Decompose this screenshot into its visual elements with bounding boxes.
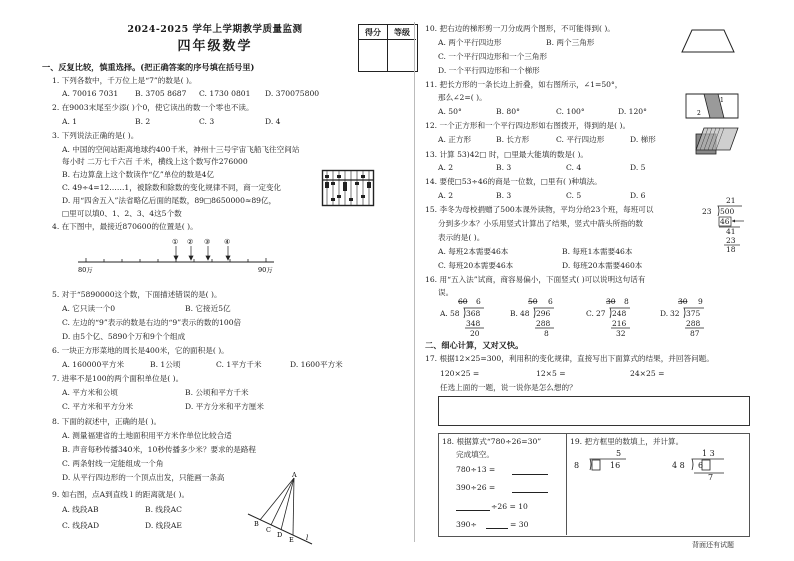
q16-b-label: B. (510, 309, 518, 318)
q16-a-divisor: 58 (450, 309, 460, 318)
q19b-dividend: 6 (698, 461, 704, 470)
q3-line: 每小时 二万七千六百 千米，横线上这个数写作276000 (62, 157, 248, 166)
q16-c-quotient: 8 (624, 297, 629, 306)
q16-a-product: 348 (466, 319, 481, 328)
q16-d-trial: 30 (678, 297, 688, 306)
q7-option-b: B. 公顷和平方千米 (185, 388, 249, 397)
q15-product-1: 46 (720, 217, 730, 226)
number-line-start: 80万 (78, 266, 93, 274)
q16-c-divisor: 27 (596, 309, 606, 318)
q19a-divisor: 8 (574, 461, 580, 470)
q17-eq-3: 24×25 = (630, 369, 665, 378)
q11-stem-2: 那么∠2=( )。 (438, 93, 487, 102)
q6-option-b: B. 1公顷 (150, 360, 181, 369)
q1-option-c: C. 1730 0801 (199, 89, 251, 98)
q13-option-d: D. 5 (630, 163, 646, 172)
q14-option-d: D. 6 (630, 191, 646, 200)
q15-option-b: B. 每班1本需要46本 (562, 247, 633, 256)
section-2-heading: 二、细心计算，又对又快。 (425, 340, 524, 350)
perpendicular-lines-figure (246, 471, 316, 546)
q11-option-b: B. 80° (496, 107, 520, 116)
q16-c-label: C. (586, 309, 594, 318)
q15-dividend: 500 (720, 207, 735, 216)
q11-stem: 11. 把长方形的一条长边上折叠，如右图所示，∠1=50°， (425, 80, 623, 89)
q18-eq-3: ÷26 = 10 (491, 502, 528, 511)
q16-d-product: 288 (686, 319, 701, 328)
q1-option-b: B. 3705 8687 (135, 89, 187, 98)
q15-stem-2: 分到多少本？小乐用竖式计算出了结果，竖式中箭头所指的数 (438, 219, 644, 228)
number-line-end: 90万 (258, 266, 273, 274)
point-d-label: D (277, 531, 283, 539)
number-line-mark-1: ① (172, 238, 179, 246)
q5-option-a: A. 它只读一个0 (62, 304, 116, 313)
q1-stem: 1. 下列各数中，千万位上是“7”的数是( )。 (52, 76, 197, 85)
q10-option-a: A. 两个平行四边形 (438, 38, 502, 47)
q16-d-dividend: 375 (686, 309, 701, 318)
q16-c-trial: 30 (606, 297, 616, 306)
q18-stem: 18. 根据算式“780÷26=30” (442, 437, 542, 446)
q11-option-a: A. 50° (438, 107, 462, 116)
q16-b-divisor: 48 (520, 309, 530, 318)
q2-option-a: A. 1 (62, 117, 78, 126)
q3-line: A. 中国的空间站距离地球约400千米，神州十三号宇宙飞船飞往空间站 (62, 145, 300, 154)
q14-option-b: B. 3 (496, 191, 512, 200)
q12-option-d: D. 梯形 (630, 135, 656, 144)
q16-c-product: 216 (612, 319, 627, 328)
q12-stem: 12. 一个正方形和一个平行四边形如右图拨开，得到的是( )。 (425, 121, 631, 130)
point-c-label: C (266, 526, 271, 534)
q15-stem-3: 表示的是( )。 (438, 233, 485, 242)
q16-d-quotient: 9 (698, 297, 703, 306)
q19a-dividend: 16 (610, 461, 621, 470)
q6-option-d: D. 1600平方米 (290, 360, 343, 369)
line-l-label: l (306, 534, 309, 542)
q16-d-label: D. (660, 309, 669, 318)
q12-option-a: A. 正方形 (438, 135, 472, 144)
q16-a-quotient: 6 (476, 297, 481, 306)
q9-option-c: C. 线段AD (62, 521, 100, 530)
q17-ask: 任选上面的一题，说一说你是怎么想的？ (440, 383, 577, 392)
q16-d-remainder: 87 (690, 329, 700, 338)
q16-b-quotient: 6 (548, 297, 553, 306)
q15-quotient: 21 (726, 196, 736, 205)
q10-option-c: C. 一个平行四边形和一个三角形 (438, 52, 548, 61)
number-line-figure (74, 238, 284, 274)
q15-divisor: 23 (702, 207, 712, 216)
q15-remainder: 18 (726, 245, 736, 254)
q16-a-dividend: 368 (466, 309, 481, 318)
q17-stem: 17. 根据12×25=300，利用积的变化规律，直接写出下面算式的结果，并回答问题。 (425, 354, 714, 363)
number-line-mark-4: ④ (224, 238, 231, 246)
q7-stem: 7. 进率不是100的两个面积单位是( )。 (52, 374, 184, 383)
q6-option-c: C. 1平方千米 (216, 360, 262, 369)
q19-divisions (574, 448, 744, 492)
q16-a-remainder: 20 (470, 329, 480, 338)
q17-eq-1: 120×25 = (440, 369, 480, 378)
q18-eq-2: 390÷26 = (456, 483, 496, 492)
q6-stem: 6. 一块正方形菜地的周长是400米，它的面积是( )。 (52, 346, 229, 355)
q2-option-c: C. 3 (199, 117, 215, 126)
q18-eq-5: = 30 (510, 520, 529, 529)
q7-option-d: D. 平方分米和平方厘米 (185, 402, 264, 411)
q19b-divisor: 4 8 (672, 461, 685, 470)
q17-answer-box[interactable] (438, 396, 750, 426)
q4-stem: 4. 在下图中，最接近870600的位置是( )。 (52, 222, 198, 231)
square-parallelogram-figure (690, 126, 740, 158)
q16-a-label: A. (440, 309, 448, 318)
q10-stem: 10. 把右边的梯形剪一刀分成两个图形，不可能得到( )。 (425, 24, 615, 33)
q5-option-b: B. 它接近5亿 (185, 304, 231, 313)
q16-c-remainder: 32 (616, 329, 626, 338)
q19-stem: 19. 把方框里的数填上，并计算。 (570, 437, 684, 446)
folded-rectangle-figure (684, 88, 740, 122)
q8-stem: 8. 下面的叙述中，正确的是( )。 (52, 417, 162, 426)
q18-eq-4: 390÷ (456, 520, 477, 529)
number-line-mark-3: ③ (204, 238, 211, 246)
footer-note: 背面还有试题 (692, 541, 734, 549)
q19b-under: 7 (708, 473, 714, 482)
point-e-label: E (289, 536, 294, 544)
q16-b-remainder: 8 (544, 329, 549, 338)
q8-option-a: A. 测量福建省的土地面积用平方米作单位比较合适 (62, 431, 232, 440)
q5-stem: 5. 对于“5890000这个数，下面描述错误的是( )。 (52, 290, 222, 299)
q19a-quotient: 5 (616, 449, 622, 458)
q17-eq-2: 12×5 = (536, 369, 566, 378)
q12-option-c: C. 平行四边形 (556, 135, 605, 144)
q14-stem: 14. 要使□53÷46的商是一位数，□里有( )种填法。 (425, 177, 602, 186)
q11-option-d: D. 120° (618, 107, 647, 116)
grade-label: 等级 (388, 25, 416, 40)
q10-option-d: D. 一个平行四边形和一个梯形 (438, 66, 540, 75)
q7-option-a: A. 平方米和公顷 (62, 388, 118, 397)
q16-b-trial: 50 (528, 297, 538, 306)
q3-line: C. 49÷4=12……1，被除数和除数的变化规律不同，商一定变化 (62, 183, 282, 192)
q16-c-dividend: 248 (612, 309, 627, 318)
angle-1-label: 1 (720, 97, 724, 104)
q16-a-trial: 60 (458, 297, 468, 306)
q8-option-b: B. 声音每秒传播340米，10秒传播多少米？要求的是路程 (62, 445, 257, 454)
q14-option-a: A. 2 (438, 191, 454, 200)
abacus-figure (322, 170, 374, 206)
q1-option-a: A. 70016 7031 (62, 89, 119, 98)
q6-option-a: A. 160000平方米 (62, 360, 125, 369)
q18-stem-2: 完成填空。 (456, 450, 494, 459)
q9-option-a: A. 线段AB (62, 505, 99, 514)
section-1-heading: 一、反复比较，慎重选择。(把正确答案的序号填在括号里) (42, 62, 255, 72)
q11-option-c: C. 100° (556, 107, 585, 116)
q3-line: D. 用“四舍五入”法省略亿后面的尾数，89□8650000≈89亿， (62, 196, 277, 205)
q7-option-c: C. 平方米和平方分米 (62, 402, 134, 411)
q3-stem: 3. 下列说法正确的是( )。 (52, 131, 139, 140)
q13-option-a: A. 2 (438, 163, 454, 172)
q15-partial: 41 (726, 227, 736, 236)
q15-option-c: C. 每班20本需要46本 (438, 261, 514, 270)
q9-option-d: D. 线段AE (145, 521, 182, 530)
q10-option-b: B. 两个三角形 (546, 38, 595, 47)
q5-option-d: D. 由5个亿、5890个万和9个个组成 (62, 332, 186, 341)
q15-product-2: 23 (726, 236, 736, 245)
score-table (358, 24, 418, 72)
q5-option-c: C. 左边的“9”表示的数是右边的“9”表示的数的100倍 (62, 318, 242, 327)
q14-option-c: C. 5 (566, 191, 582, 200)
q15-option-a: A. 每班2本需要46本 (438, 247, 509, 256)
angle-2-label: 2 (697, 110, 701, 117)
q13-stem: 13. 计算 53)42□ 时，□里最大能填的数是( )。 (425, 150, 589, 159)
q9-option-b: B. 线段AC (145, 505, 182, 514)
q18-eq-1: 780÷13 = (456, 465, 496, 474)
q3-line: □里可以填0、1、2、3、4这5个数 (62, 209, 182, 218)
q15-stem: 15. 李冬为母校捐赠了500本课外读物，平均分给23个班，每班可以 (425, 205, 654, 214)
exam-subject-title: 四年级数学 (177, 39, 253, 54)
q9-stem: 9. 如右图，点A到直线 l 的距离就是( )。 (52, 490, 190, 499)
q8-option-d: D. 从平行四边形的一个顶点出发，只能画一条高 (62, 473, 225, 482)
q16-stem: 16. 用“五入法”试商，商容易偏小，下面竖式( )可以说明这句话有 (425, 275, 646, 284)
q1-option-d: D. 370075800 (265, 89, 320, 98)
q19b-quotient: 1 3 (702, 449, 715, 458)
q2-stem: 2. 在9003末尾至少添( )个0，使它读出的数一个零也不读。 (52, 103, 254, 112)
exam-year-title: 2024-2025 学年上学期教学质量监测 (127, 24, 303, 35)
number-line-mark-2: ② (187, 238, 194, 246)
point-b-label: B (254, 520, 259, 528)
q8-option-c: C. 两条射线一定能组成一个角 (62, 459, 164, 468)
q3-line: B. 右边算盘上这个数读作“亿”单位的数是4亿 (62, 170, 215, 179)
score-label: 得分 (359, 25, 388, 40)
q2-option-b: B. 2 (135, 117, 151, 126)
q15-option-d: D. 每班20本需要460本 (562, 261, 643, 270)
q16-stem-2: 误。 (438, 288, 454, 297)
q16-d-divisor: 32 (670, 309, 680, 318)
q12-option-b: B. 长方形 (496, 135, 530, 144)
q13-option-c: C. 4 (566, 163, 582, 172)
q13-option-b: B. 3 (496, 163, 512, 172)
q16-b-dividend: 296 (536, 309, 551, 318)
q16-divisions (440, 296, 740, 342)
q15-long-division (702, 196, 752, 254)
point-a-label: A (292, 471, 297, 479)
q16-b-product: 288 (536, 319, 551, 328)
q2-option-d: D. 4 (265, 117, 281, 126)
trapezoid-figure (680, 28, 736, 54)
